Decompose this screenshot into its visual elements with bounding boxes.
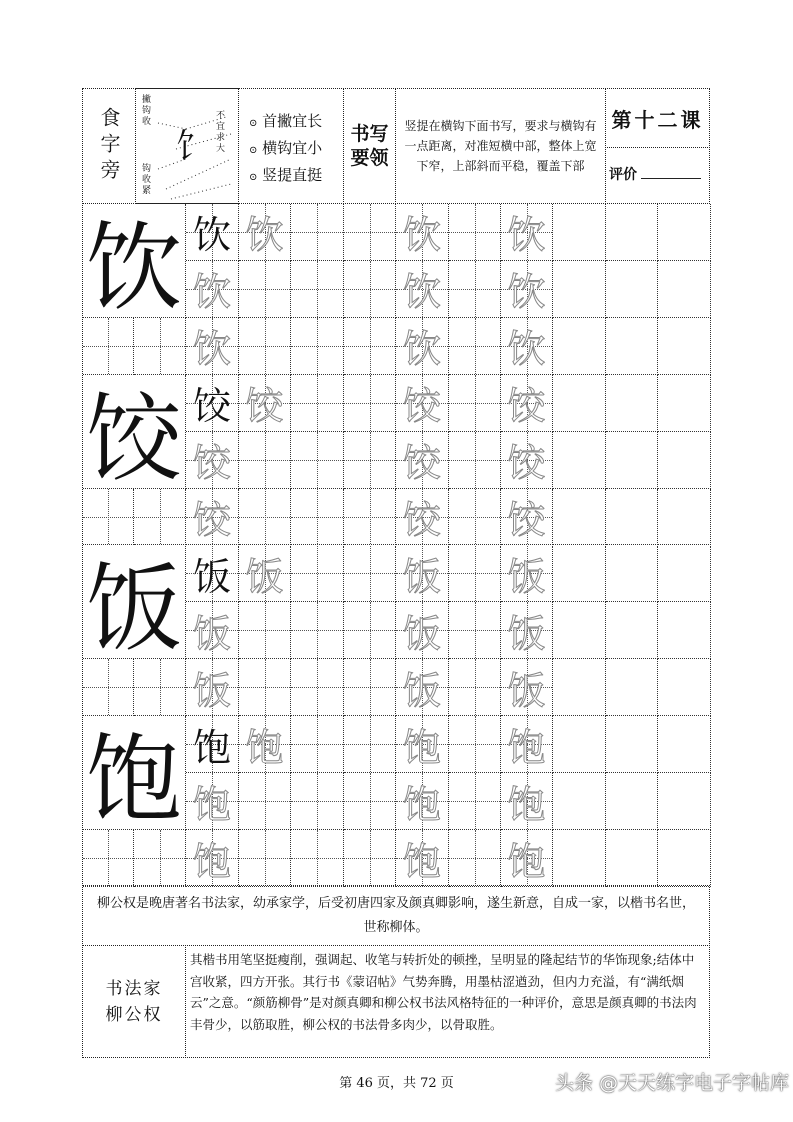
practice-cell[interactable] xyxy=(553,489,606,546)
practice-cell[interactable] xyxy=(658,830,711,887)
tracing-character: 饮 xyxy=(507,213,546,258)
practice-cell[interactable] xyxy=(396,773,449,830)
practice-cell[interactable] xyxy=(553,716,606,773)
practice-cell[interactable] xyxy=(239,432,291,489)
tracing-character: 饮 xyxy=(402,327,441,372)
tracing-character: 饱 xyxy=(402,839,441,884)
tracing-character: 饮 xyxy=(402,213,441,258)
radical-label-text: 食字旁 xyxy=(97,107,121,185)
practice-cell[interactable] xyxy=(553,318,606,375)
practice-cell[interactable] xyxy=(553,602,606,659)
practice-cell[interactable] xyxy=(658,204,711,261)
practice-cell[interactable] xyxy=(344,602,396,659)
practice-cell[interactable] xyxy=(239,773,291,830)
practice-cell[interactable] xyxy=(501,318,553,375)
tracing-character: 饭 xyxy=(192,668,231,713)
practice-cell[interactable] xyxy=(553,830,606,887)
practice-cell[interactable] xyxy=(396,204,449,261)
practice-cell[interactable] xyxy=(291,432,344,489)
tracing-character: 饺 xyxy=(507,441,546,486)
practice-cell[interactable] xyxy=(658,659,711,716)
practice-cell[interactable] xyxy=(449,432,501,489)
practice-cell[interactable] xyxy=(239,602,291,659)
example-character: 饺 xyxy=(192,384,231,429)
practice-cell[interactable] xyxy=(501,659,553,716)
practice-cell[interactable] xyxy=(449,716,501,773)
model-character-cell xyxy=(83,716,186,837)
tracing-character: 饺 xyxy=(402,384,441,429)
practice-cell[interactable] xyxy=(501,204,553,261)
tracing-character: 饱 xyxy=(192,839,231,884)
evaluation-field[interactable]: 评价 xyxy=(605,147,710,204)
practice-cell[interactable] xyxy=(291,375,344,432)
practice-cell[interactable] xyxy=(658,489,711,546)
tracing-character: 饭 xyxy=(402,611,441,656)
watermark: 头条 @天天练字电子字帖库 xyxy=(555,1072,790,1094)
model-character-cell xyxy=(83,375,186,495)
practice-cell[interactable] xyxy=(239,375,291,432)
practice-cell[interactable] xyxy=(291,261,344,318)
practice-cell[interactable] xyxy=(396,716,449,773)
calligrapher-intro: 柳公权是晚唐著名书法家，幼承家学，后受初唐四家及颜真卿影响，遂生新意，自成一家，以楷书名世，世称柳体。 xyxy=(82,885,710,946)
practice-cell[interactable] xyxy=(291,830,344,887)
practice-cell[interactable] xyxy=(186,489,239,546)
practice-cell[interactable] xyxy=(396,318,449,375)
practice-cell[interactable] xyxy=(449,489,501,546)
model-character: 饭 xyxy=(86,553,182,666)
practice-cell[interactable] xyxy=(186,432,239,489)
practice-cell[interactable] xyxy=(239,318,291,375)
practice-cell[interactable] xyxy=(344,204,396,261)
example-character: 饮 xyxy=(192,213,231,258)
tracing-character: 饭 xyxy=(507,611,546,656)
example-character: 饱 xyxy=(192,725,231,770)
practice-cell[interactable] xyxy=(291,716,344,773)
practice-cell[interactable] xyxy=(186,773,239,830)
practice-cell[interactable] xyxy=(186,602,239,659)
model-character: 饮 xyxy=(86,211,182,324)
practice-cell[interactable] xyxy=(449,375,501,432)
tracing-character: 饮 xyxy=(402,270,441,315)
practice-cell[interactable] xyxy=(239,261,291,318)
practice-cell[interactable] xyxy=(658,432,711,489)
practice-cell[interactable] xyxy=(344,261,396,318)
practice-cell[interactable] xyxy=(344,716,396,773)
model-character: 饱 xyxy=(86,724,182,837)
practice-cell[interactable] xyxy=(658,375,711,432)
practice-cell[interactable] xyxy=(239,830,291,887)
practice-cell[interactable] xyxy=(501,716,553,773)
writing-description: 竖提在横钩下面书写，要求与横钩有一点距离，对准短横中部，整体上宽下窄，上部斜而平稳，覆盖下部 xyxy=(395,88,606,204)
tracing-character: 饭 xyxy=(402,668,441,713)
practice-cell[interactable] xyxy=(501,432,553,489)
practice-cell[interactable] xyxy=(239,489,291,546)
model-character: 饺 xyxy=(86,382,182,495)
tracing-character: 饺 xyxy=(192,498,231,543)
practice-cell[interactable] xyxy=(344,318,396,375)
practice-cell[interactable] xyxy=(449,830,501,887)
tracing-character: 饺 xyxy=(245,384,284,429)
rule-item: ⊙ 竖提直挺 xyxy=(249,166,323,184)
practice-cell[interactable] xyxy=(239,659,291,716)
practice-cell[interactable] xyxy=(344,830,396,887)
practice-cell[interactable] xyxy=(501,602,553,659)
practice-cell[interactable] xyxy=(396,602,449,659)
practice-cell[interactable] xyxy=(449,659,501,716)
model-character-cell xyxy=(83,546,186,666)
practice-cell[interactable] xyxy=(186,546,239,603)
practice-cell[interactable] xyxy=(239,546,291,603)
practice-cell[interactable] xyxy=(606,602,658,659)
practice-cell[interactable] xyxy=(606,546,658,603)
practice-cell[interactable] xyxy=(606,261,658,318)
practice-cell[interactable] xyxy=(396,546,449,603)
tracing-character: 饭 xyxy=(192,611,231,656)
diagram-label-3: 钩收紧 xyxy=(142,164,152,196)
practice-cell[interactable] xyxy=(553,204,606,261)
practice-cell[interactable] xyxy=(501,261,553,318)
practice-cell[interactable] xyxy=(291,318,344,375)
practice-cell[interactable] xyxy=(553,375,606,432)
practice-cell[interactable] xyxy=(291,659,344,716)
diagram-glyph: 饣 xyxy=(176,127,210,167)
tracing-character: 饺 xyxy=(507,384,546,429)
practice-cell[interactable] xyxy=(606,375,658,432)
practice-cell[interactable] xyxy=(501,489,553,546)
practice-cell[interactable] xyxy=(449,773,501,830)
practice-cell[interactable] xyxy=(658,602,711,659)
rule-item: ⊙ 首撇宜长 xyxy=(249,112,323,130)
practice-cell[interactable] xyxy=(449,261,501,318)
practice-cell[interactable] xyxy=(449,602,501,659)
practice-cell[interactable] xyxy=(344,375,396,432)
practice-cell[interactable] xyxy=(186,261,239,318)
practice-cell[interactable] xyxy=(606,659,658,716)
lesson-title: 第十二课 xyxy=(605,88,710,148)
bio-label: 书法家 柳公权 xyxy=(82,945,186,1058)
practice-cell[interactable] xyxy=(553,432,606,489)
example-character: 饭 xyxy=(192,554,231,599)
practice-cell[interactable] xyxy=(658,546,711,603)
practice-cell[interactable] xyxy=(239,204,291,261)
tracing-character: 饱 xyxy=(402,725,441,770)
practice-cell[interactable] xyxy=(606,773,658,830)
practice-cell[interactable] xyxy=(606,716,658,773)
tracing-character: 饮 xyxy=(507,270,546,315)
bio-text: 其楷书用笔坚挺瘦削，强调起、收笔与转折处的顿挫，呈明显的隆起结节的华饰现象;结体中宫收紧，四方开张。其行书《蒙诏帖》气势奔腾，用墨枯涩遒劲，但内力充溢，有“满纸烟云”之意。“颜筋柳骨”是对颜真卿和柳公权书法风格特征的一种评价，意思是颜真卿的书法肉丰骨少，以筋取胜，柳公权的书法骨多肉少，以骨取胜。 xyxy=(185,945,710,1058)
practice-cell[interactable] xyxy=(291,204,344,261)
practice-cell[interactable] xyxy=(291,602,344,659)
tracing-character: 饭 xyxy=(507,668,546,713)
practice-cell[interactable] xyxy=(501,773,553,830)
practice-cell[interactable] xyxy=(606,432,658,489)
practice-cell[interactable] xyxy=(344,659,396,716)
practice-cell[interactable] xyxy=(186,716,239,773)
practice-cell[interactable] xyxy=(501,830,553,887)
tracing-character: 饺 xyxy=(402,441,441,486)
tracing-character: 饺 xyxy=(192,441,231,486)
stroke-diagram xyxy=(135,88,239,204)
practice-cell[interactable] xyxy=(186,204,239,261)
practice-cell[interactable] xyxy=(396,489,449,546)
tracing-character: 饮 xyxy=(192,327,231,372)
practice-cell[interactable] xyxy=(239,716,291,773)
practice-cell[interactable] xyxy=(396,659,449,716)
tracing-character: 饭 xyxy=(245,554,284,599)
page-number: 第 46 页，共 72 页 xyxy=(339,1076,454,1091)
tracing-character: 饺 xyxy=(402,498,441,543)
practice-cell[interactable] xyxy=(344,432,396,489)
practice-cell[interactable] xyxy=(606,830,658,887)
practice-cell[interactable] xyxy=(186,318,239,375)
tracing-character: 饱 xyxy=(507,725,546,770)
practice-cell[interactable] xyxy=(553,546,606,603)
tracing-character: 饱 xyxy=(245,725,284,770)
practice-grid xyxy=(82,203,710,886)
radical-label xyxy=(82,88,136,204)
practice-cell[interactable] xyxy=(186,375,239,432)
model-character-cell xyxy=(83,204,186,324)
practice-cell[interactable] xyxy=(291,489,344,546)
practice-cell[interactable] xyxy=(291,546,344,603)
practice-cell[interactable] xyxy=(658,261,711,318)
tracing-character: 饮 xyxy=(507,327,546,372)
tracing-character: 饮 xyxy=(192,270,231,315)
practice-cell[interactable] xyxy=(396,375,449,432)
diagram-label-2: 不宜求大 xyxy=(216,111,226,154)
tracing-character: 饱 xyxy=(192,782,231,827)
tracing-character: 饭 xyxy=(507,554,546,599)
practice-cell[interactable] xyxy=(606,204,658,261)
tracing-character: 饱 xyxy=(507,839,546,884)
practice-cell[interactable] xyxy=(396,432,449,489)
tracing-character: 饱 xyxy=(507,782,546,827)
practice-cell[interactable] xyxy=(658,716,711,773)
tracing-character: 饱 xyxy=(402,782,441,827)
practice-cell[interactable] xyxy=(344,489,396,546)
practice-cell[interactable] xyxy=(291,773,344,830)
rule-item: ⊙ 横钩宜小 xyxy=(249,139,323,157)
tracing-character: 饺 xyxy=(507,498,546,543)
practice-cell[interactable] xyxy=(186,659,239,716)
practice-cell[interactable] xyxy=(553,659,606,716)
practice-cell[interactable] xyxy=(501,375,553,432)
practice-cell[interactable] xyxy=(186,830,239,887)
section-label: 书写要领 xyxy=(343,88,396,204)
rules-list xyxy=(238,88,344,204)
tracing-character: 饮 xyxy=(245,213,284,258)
evaluation-blank[interactable] xyxy=(641,178,701,179)
practice-cell[interactable] xyxy=(501,546,553,603)
practice-cell[interactable] xyxy=(606,489,658,546)
practice-cell[interactable] xyxy=(449,204,501,261)
practice-cell[interactable] xyxy=(606,318,658,375)
tracing-character: 饭 xyxy=(402,554,441,599)
practice-cell[interactable] xyxy=(396,830,449,887)
practice-cell[interactable] xyxy=(553,261,606,318)
practice-cell[interactable] xyxy=(344,546,396,603)
practice-cell[interactable] xyxy=(553,773,606,830)
practice-cell[interactable] xyxy=(658,773,711,830)
practice-cell[interactable] xyxy=(344,773,396,830)
practice-cell[interactable] xyxy=(396,261,449,318)
diagram-label-1: 撇钩收 xyxy=(142,95,152,127)
practice-cell[interactable] xyxy=(658,318,711,375)
practice-cell[interactable] xyxy=(449,546,501,603)
practice-cell[interactable] xyxy=(449,318,501,375)
